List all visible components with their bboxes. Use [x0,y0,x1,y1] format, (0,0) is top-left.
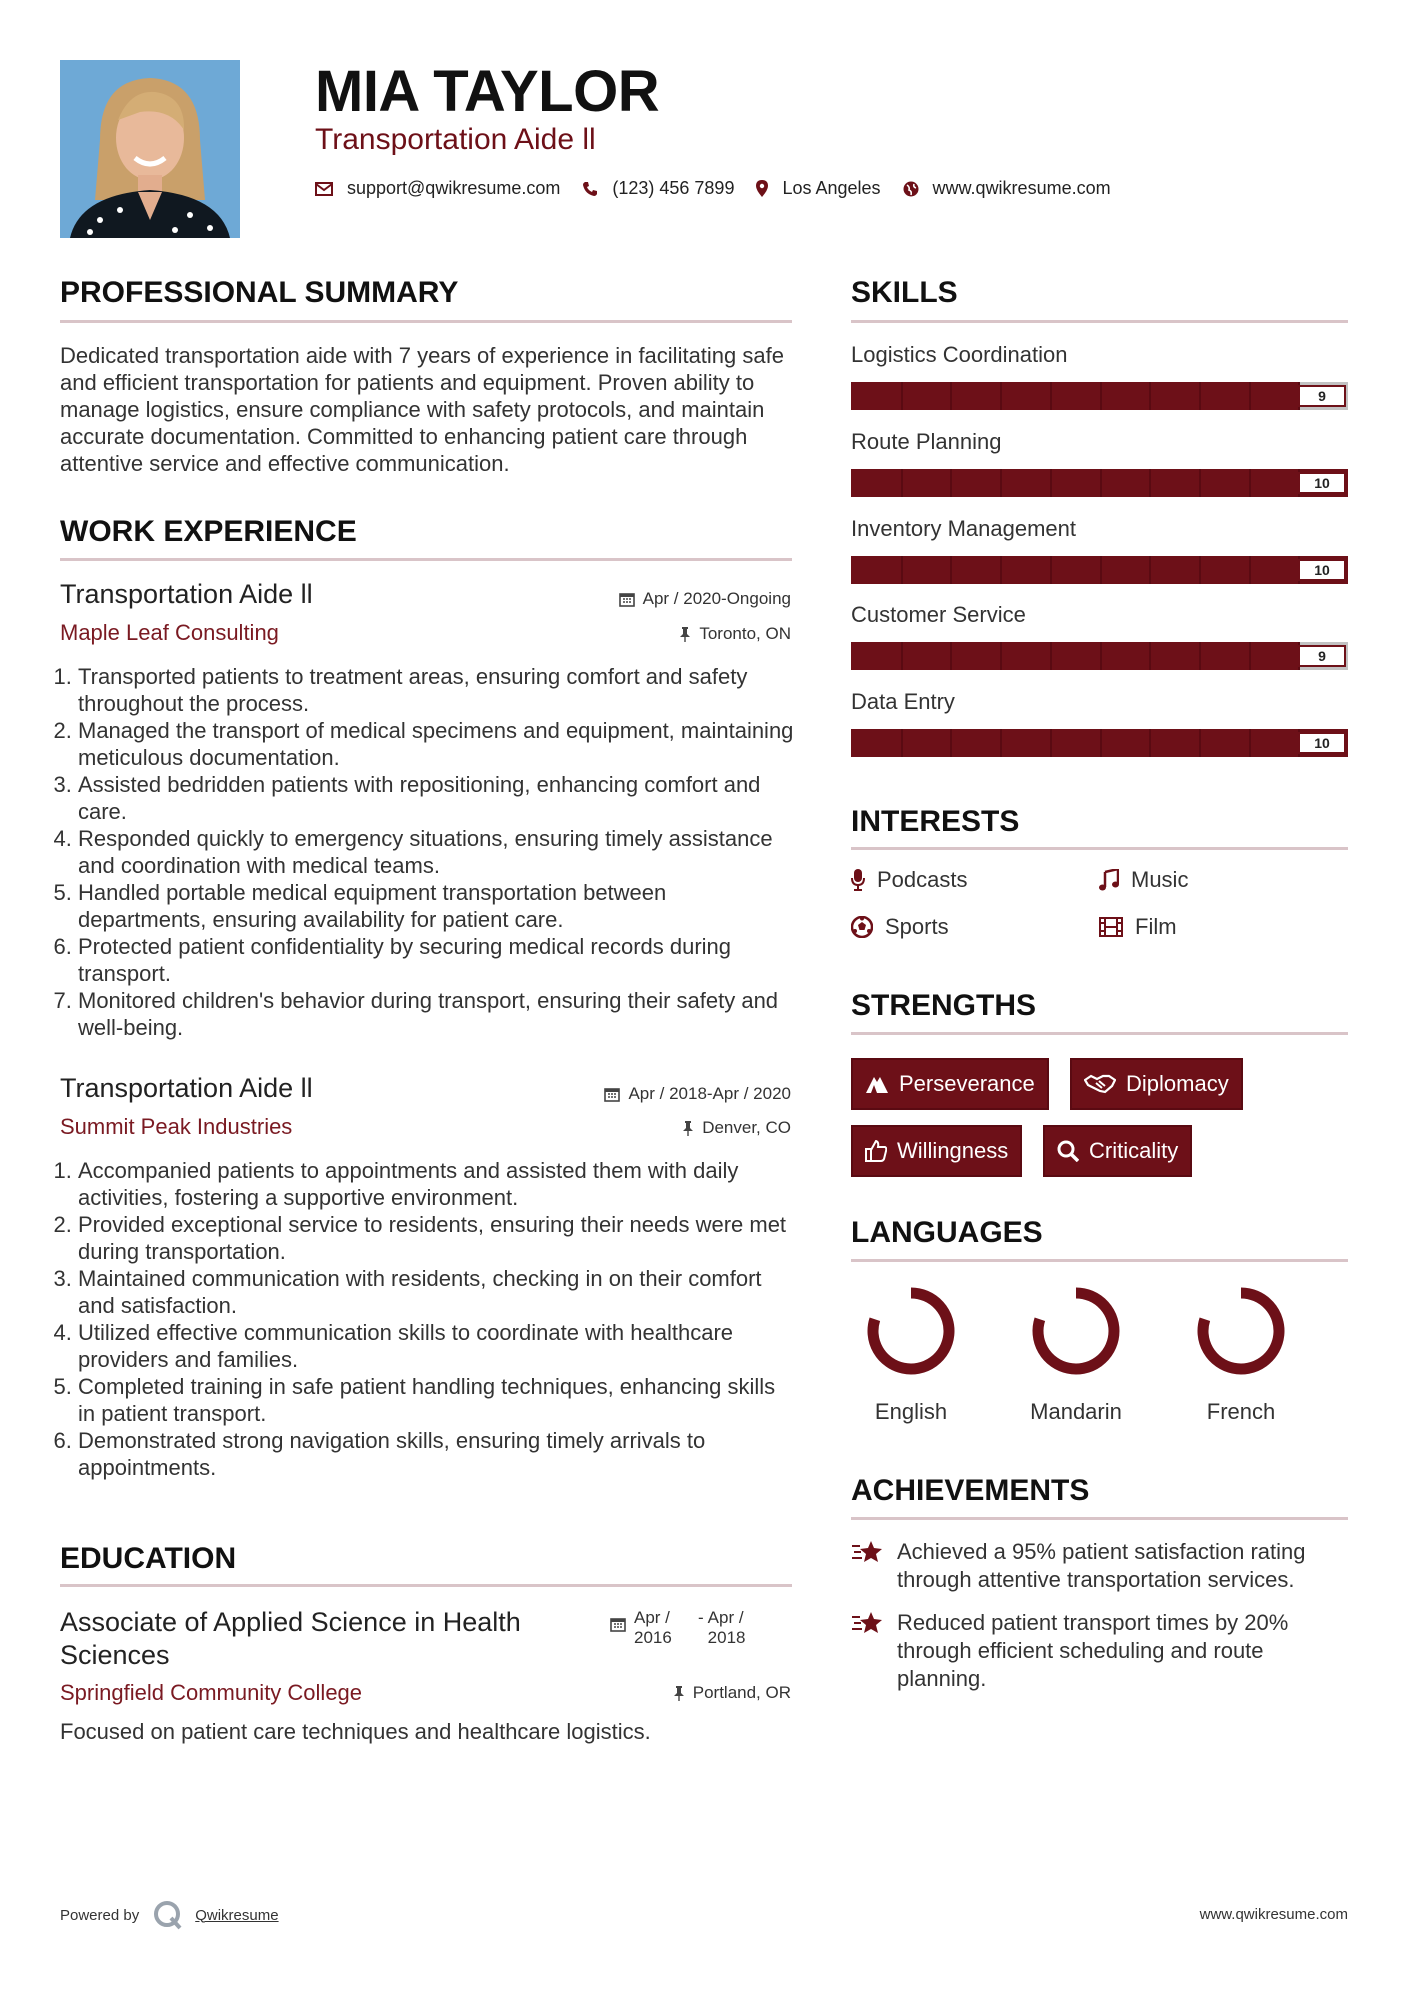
skill-bar-segment [1149,382,1151,410]
skill-score: 9 [1298,645,1346,667]
contact-phone[interactable]: (123) 456 7899 [612,178,735,198]
education-rule [60,1584,792,1587]
languages-heading: LANGUAGES [851,1216,1043,1249]
skill-bar-fill [851,382,1298,410]
language-ring [1195,1285,1287,1377]
skill-bar-segment [1249,382,1251,410]
skill-bar-segment [1100,556,1102,584]
language-ring-arc [873,1293,949,1369]
languages-rule [851,1259,1348,1262]
skill-bar-segment [950,729,952,757]
education-start: Apr / 2016 [634,1608,672,1647]
skill-bar-segment [1050,556,1052,584]
list-item: 4. Responded quickly to emergency situations, ensuring timely assistance and coordination with medical teams. [78,825,795,879]
strengths-heading: STRENGTHS [851,989,1037,1022]
experience-rule [60,558,792,561]
job-location-text: Toronto, ON [699,624,791,643]
list-item: 1. Transported patients to treatment areas, ensuring comfort and safety throughout the process. [78,663,795,717]
list-item: 2. Provided exceptional service to residents, ensuring their needs were met during transportation. [78,1211,795,1265]
skill-bar-segment [1249,469,1251,497]
skill-bar-segment [901,382,903,410]
pushpin-icon [682,1120,694,1136]
interest-label: Film [1135,914,1177,939]
search-icon [1057,1140,1079,1162]
skill-score: 10 [1298,732,1346,754]
language-name: Mandarin [1030,1399,1122,1424]
skill-name: Inventory Management [851,516,1077,541]
skill-bar-segment [1050,729,1052,757]
calendar-icon [610,1616,626,1632]
contact-bar [315,178,1133,199]
skill-bar-segment [1199,642,1201,670]
education-dates: Apr / 2016 - Apr / 2018 [610,1608,758,1648]
candidate-name: MIA TAYLOR [315,59,660,124]
experience-heading: WORK EXPERIENCE [60,515,357,548]
skill-bar-segment [1149,729,1151,757]
contact-location: Los Angeles [782,178,881,198]
list-item: 4. Utilized effective communication skills to coordinate with healthcare providers and families. [78,1319,795,1373]
skill-bar [851,642,1348,670]
skill-bar-segment [901,642,903,670]
list-item: 3. Maintained communication with residents, checking in on their comfort and satisfaction. [78,1265,795,1319]
skill-bar-segment [1149,642,1151,670]
footer-website[interactable]: www.qwikresume.com [1199,1906,1348,1923]
skill-bar-segment [1100,642,1102,670]
job-bullets [60,1157,795,1481]
job-title: Transportation Aide ll [60,1073,313,1103]
skill-bar-segment [1149,469,1151,497]
job-company: Summit Peak Industries [60,1114,293,1139]
skill-bar-segment [901,729,903,757]
skill-bar-segment [1050,469,1052,497]
interest-item [1099,914,1177,940]
interest-item [851,867,968,893]
skill-bar-segment [950,469,952,497]
envelope-icon [315,182,333,196]
achievements-rule [851,1517,1348,1520]
skills-rule [851,320,1348,323]
strength-chip [1043,1125,1192,1177]
skill-bar-segment [950,556,952,584]
strength-chip [1070,1058,1243,1110]
skill-score: 10 [1298,472,1346,494]
achievement-item [851,1538,1331,1594]
skill-bar-segment [1100,729,1102,757]
job-location [679,624,791,644]
handshake-icon [1084,1074,1116,1094]
summary-heading: PROFESSIONAL SUMMARY [60,276,459,309]
calendar-icon [604,1086,620,1102]
skill-bar-segment [1249,642,1251,670]
skill-bar-segment [1000,382,1002,410]
contact-website[interactable]: www.qwikresume.com [932,178,1111,198]
skill-bar-segment [1149,556,1151,584]
microphone-icon [851,869,865,891]
skill-bar-segment [1050,642,1052,670]
footer-powered-by [60,1900,279,1930]
candidate-role: Transportation Aide ll [315,123,596,156]
shooting-star-icon [851,1538,897,1594]
skill-bar-segment [1199,469,1201,497]
interest-item [1099,867,1188,893]
skill-bar-segment [1000,469,1002,497]
soccer-ball-icon [851,916,873,938]
list-item: 7. Monitored children's behavior during transport, ensuring their safety and well-being. [78,987,795,1041]
language-item [1181,1285,1301,1425]
qwikresume-logo-icon [153,1900,183,1930]
skill-bar-segment [1199,729,1201,757]
skill-bar-segment [901,469,903,497]
skill-bar-segment [1199,556,1201,584]
education-location-text: Portland, OR [692,1683,791,1702]
skill-bar-segment [1100,382,1102,410]
summary-rule [60,320,792,323]
strength-label: Criticality [1089,1138,1179,1163]
language-item [1016,1285,1136,1425]
interest-label: Music [1131,867,1189,892]
pushpin-icon [679,626,691,642]
education-end: Apr / 2018 [707,1608,746,1647]
skill-bar-segment [1249,556,1251,584]
strength-label: Diplomacy [1126,1071,1229,1096]
skill-bar-segment [1249,729,1251,757]
job-location-text: Denver, CO [702,1118,791,1137]
job-company: Maple Leaf Consulting [60,620,279,645]
list-item: 5. Handled portable medical equipment transportation between departments, ensuring availability for patient care. [78,879,795,933]
interest-label: Podcasts [877,867,968,892]
list-item: 1. Accompanied patients to appointments and assisted them with daily activities, fostering a supportive environment. [78,1157,795,1211]
skill-bar-segment [1199,382,1201,410]
job-date [604,1084,791,1104]
skill-bar-segment [901,556,903,584]
thumbs-up-icon [865,1140,887,1162]
skill-bar [851,556,1348,584]
job-date-text: Apr / 2020-Ongoing [642,589,791,608]
education-location [673,1683,791,1703]
mountain-icon [865,1074,889,1094]
film-icon [1099,917,1123,937]
language-ring [865,1285,957,1377]
summary-text: Dedicated transportation aide with 7 years of experience in facilitating safe and efficient transportation for patients and equipment. Proven ability to manage logistics, ensure compliance with safety protocols, and maintain accurate documentation. Committed to enhancing patient care through attentive service and effective communication. [60,343,784,476]
achievement-text: Achieved a 95% patient satisfaction rating through attentive transportation services. [897,1539,1306,1592]
calendar-icon [619,591,635,607]
strength-label: Perseverance [899,1071,1035,1096]
skill-score: 10 [1298,559,1346,581]
job-bullets [60,663,795,1041]
language-name: English [874,1399,948,1424]
strengths-rule [851,1032,1348,1035]
job-location [682,1118,791,1138]
list-item: 6. Protected patient confidentiality by securing medical records during transport. [78,933,795,987]
skill-name: Customer Service [851,602,1026,627]
job-date [619,589,791,609]
list-item: 5. Completed training in safe patient handling techniques, enhancing skills in patient transport. [78,1373,795,1427]
profile-photo [60,60,240,238]
strength-chip [851,1125,1022,1177]
list-item: 3. Assisted bedridden patients with repositioning, enhancing comfort and care. [78,771,795,825]
skill-bar-segment [1000,642,1002,670]
interest-item [851,914,949,940]
shooting-star-icon [851,1609,897,1693]
education-description: Focused on patient care techniques and healthcare logistics. [60,1719,651,1744]
degree-title: Associate of Applied Science in Health Sciences [60,1607,521,1670]
language-name: French [1206,1399,1276,1424]
skills-heading: SKILLS [851,276,958,309]
interest-label: Sports [885,914,949,939]
job-date-text: Apr / 2018-Apr / 2020 [628,1084,791,1103]
language-ring-arc [1203,1293,1279,1369]
contact-email[interactable]: support@qwikresume.com [347,178,561,198]
strength-chip [851,1058,1049,1110]
strength-label: Willingness [897,1138,1009,1163]
achievement-item [851,1609,1331,1693]
skill-bar-segment [1100,469,1102,497]
skill-bar-segment [1050,382,1052,410]
skill-bar-segment [950,382,952,410]
language-ring-arc [1038,1293,1114,1369]
skill-score: 9 [1298,385,1346,407]
skill-name: Logistics Coordination [851,342,1068,367]
skill-bar [851,469,1348,497]
powered-by-label: Powered by [60,1906,140,1924]
skill-bar [851,382,1348,410]
skill-bar [851,729,1348,757]
job-title: Transportation Aide ll [60,579,313,609]
brand-link[interactable]: Qwikresume [195,1906,279,1924]
skill-name: Data Entry [851,689,955,714]
skill-name: Route Planning [851,429,1002,454]
skill-bar-segment [1000,556,1002,584]
list-item: 2. Managed the transport of medical specimens and equipment, maintaining meticulous documentation. [78,717,795,771]
skill-bar-segment [1000,729,1002,757]
language-ring [1030,1285,1122,1377]
interests-rule [851,847,1348,850]
school-name: Springfield Community College [60,1680,363,1705]
interests-heading: INTERESTS [851,805,1020,838]
globe-icon [903,181,919,197]
phone-icon [582,181,598,197]
skill-bar-segment [950,642,952,670]
pushpin-icon [673,1685,685,1701]
map-pin-icon [756,180,768,197]
education-heading: EDUCATION [60,1542,237,1575]
skill-bar-fill [851,642,1298,670]
language-item [851,1285,971,1425]
list-item: 6. Demonstrated strong navigation skills, ensuring timely arrivals to appointments. [78,1427,795,1481]
music-note-icon [1099,869,1119,891]
achievements-heading: ACHIEVEMENTS [851,1474,1090,1507]
achievement-text: Reduced patient transport times by 20% through efficient scheduling and route planning. [897,1610,1289,1691]
